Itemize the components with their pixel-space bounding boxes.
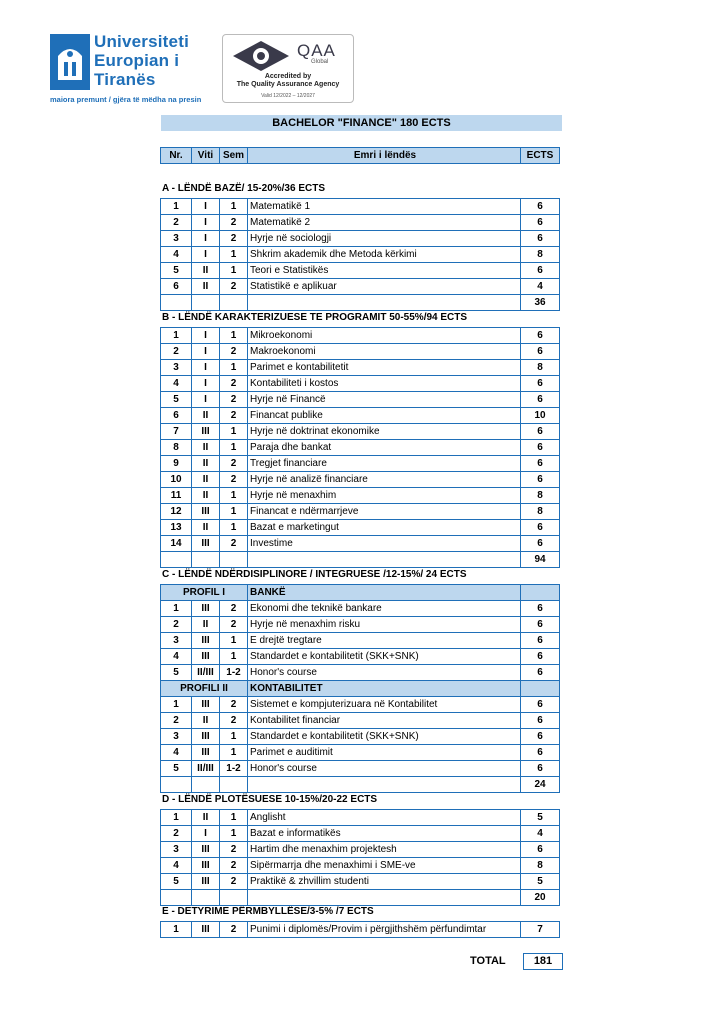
- course-nr: 4: [161, 247, 192, 263]
- course-name: E drejtë tregtare: [248, 633, 521, 649]
- course-nr: 4: [161, 376, 192, 392]
- course-name: Praktikë & zhvillim studenti: [248, 874, 521, 890]
- course-nr: 2: [161, 215, 192, 231]
- course-name: Honor's course: [248, 761, 521, 777]
- course-semester: 1-2: [220, 761, 248, 777]
- table-header-row: [161, 148, 560, 164]
- course-year: II: [192, 440, 220, 456]
- course-name: Anglisht: [248, 810, 521, 826]
- course-nr: 1: [161, 922, 192, 938]
- course-nr: 3: [161, 842, 192, 858]
- course-semester: 1: [220, 263, 248, 279]
- course-semester: 2: [220, 601, 248, 617]
- course-row: [161, 697, 560, 713]
- course-row: [161, 858, 560, 874]
- course-name: Bazat e informatikës: [248, 826, 521, 842]
- course-semester: 2: [220, 713, 248, 729]
- header-sem: Sem: [220, 148, 248, 164]
- course-year: III: [192, 504, 220, 520]
- course-ects: 5: [521, 810, 560, 826]
- course-row: [161, 922, 560, 938]
- course-nr: 1: [161, 697, 192, 713]
- course-row: [161, 279, 560, 295]
- course-year: I: [192, 392, 220, 408]
- course-nr: 8: [161, 440, 192, 456]
- course-semester: 1-2: [220, 665, 248, 681]
- course-year: I: [192, 360, 220, 376]
- course-ects: 8: [521, 504, 560, 520]
- total-value: 181: [523, 953, 563, 970]
- course-year: III: [192, 633, 220, 649]
- course-year: I: [192, 826, 220, 842]
- course-nr: 3: [161, 729, 192, 745]
- course-nr: 11: [161, 488, 192, 504]
- course-row: [161, 231, 560, 247]
- course-year: I: [192, 215, 220, 231]
- course-nr: 1: [161, 601, 192, 617]
- course-name: Sipërmarrja dhe menaxhimi i SME-ve: [248, 858, 521, 874]
- course-ects: 6: [521, 536, 560, 552]
- column-header-table: [160, 147, 560, 164]
- course-row: [161, 826, 560, 842]
- course-year: III: [192, 842, 220, 858]
- total-label: TOTAL: [470, 955, 506, 967]
- course-semester: 1: [220, 424, 248, 440]
- profile-label: PROFILI II: [161, 681, 248, 697]
- profile-name: KONTABILITET: [248, 681, 521, 697]
- profile-row: [161, 585, 560, 601]
- course-row: [161, 472, 560, 488]
- course-ects: 8: [521, 858, 560, 874]
- course-ects: 6: [521, 472, 560, 488]
- course-row: [161, 536, 560, 552]
- course-year: II: [192, 810, 220, 826]
- course-row: [161, 247, 560, 263]
- course-ects: 6: [521, 617, 560, 633]
- course-row: [161, 360, 560, 376]
- course-year: III: [192, 858, 220, 874]
- course-row: [161, 215, 560, 231]
- course-name: Standardet e kontabilitetit (SKK+SNK): [248, 729, 521, 745]
- course-semester: 1: [220, 199, 248, 215]
- profile-name: BANKË: [248, 585, 521, 601]
- course-ects: 5: [521, 874, 560, 890]
- course-name: Investime: [248, 536, 521, 552]
- course-year: II: [192, 520, 220, 536]
- course-year: III: [192, 536, 220, 552]
- header-viti: Viti: [192, 148, 220, 164]
- course-row: [161, 424, 560, 440]
- university-name-line: Universiteti: [94, 32, 189, 51]
- course-nr: 6: [161, 279, 192, 295]
- course-ects: 6: [521, 713, 560, 729]
- section-a-table: [160, 198, 560, 311]
- course-nr: 14: [161, 536, 192, 552]
- course-semester: 2: [220, 858, 248, 874]
- course-ects: 8: [521, 360, 560, 376]
- course-name: Standardet e kontabilitetit (SKK+SNK): [248, 649, 521, 665]
- empty-cell: [161, 890, 192, 906]
- course-ects: 6: [521, 729, 560, 745]
- course-nr: 2: [161, 713, 192, 729]
- course-name: Kontabiliteti i kostos: [248, 376, 521, 392]
- course-name: Parimet e auditimit: [248, 745, 521, 761]
- course-year: III: [192, 697, 220, 713]
- course-ects: 6: [521, 745, 560, 761]
- qaa-subtitle: Global: [311, 59, 329, 65]
- course-nr: 5: [161, 874, 192, 890]
- course-semester: 2: [220, 392, 248, 408]
- course-semester: 1: [220, 328, 248, 344]
- course-name: Financat publike: [248, 408, 521, 424]
- course-nr: 5: [161, 392, 192, 408]
- course-semester: 1: [220, 360, 248, 376]
- course-semester: 1: [220, 633, 248, 649]
- course-row: [161, 761, 560, 777]
- course-name: Mikroekonomi: [248, 328, 521, 344]
- course-semester: 1: [220, 440, 248, 456]
- section-b-heading: B - LËNDË KARAKTERIZUESE TE PROGRAMIT 50-55%/94 ECTS: [162, 312, 468, 323]
- qaa-accreditation-logo: [222, 34, 354, 103]
- course-name: Bazat e marketingut: [248, 520, 521, 536]
- course-name: Hyrje në sociologji: [248, 231, 521, 247]
- course-year: II: [192, 617, 220, 633]
- course-year: III: [192, 729, 220, 745]
- section-e-table: [160, 921, 560, 938]
- course-name: Punimi i diplomës/Provim i përgjithshëm përfundimtar: [248, 922, 521, 938]
- subtotal-row: [161, 552, 560, 568]
- course-row: [161, 488, 560, 504]
- course-year: III: [192, 745, 220, 761]
- course-row: [161, 874, 560, 890]
- course-row: [161, 456, 560, 472]
- course-ects: 4: [521, 826, 560, 842]
- section-c-heading: C - LËNDË NDËRDISIPLINORE / INTEGRUESE /12-15%/ 24 ECTS: [162, 569, 467, 580]
- course-ects: 6: [521, 344, 560, 360]
- course-semester: 2: [220, 472, 248, 488]
- university-name-line: Europian i: [94, 51, 180, 70]
- course-semester: 1: [220, 810, 248, 826]
- course-semester: 1: [220, 745, 248, 761]
- course-nr: 13: [161, 520, 192, 536]
- course-row: [161, 713, 560, 729]
- section-a-heading: A - LËNDË BAZË/ 15-20%/36 ECTS: [162, 183, 326, 194]
- empty-cell: [220, 295, 248, 311]
- course-year: II: [192, 408, 220, 424]
- course-nr: 4: [161, 858, 192, 874]
- course-year: I: [192, 231, 220, 247]
- university-crest-icon: [50, 34, 90, 90]
- course-row: [161, 729, 560, 745]
- course-nr: 2: [161, 344, 192, 360]
- course-ects: 8: [521, 488, 560, 504]
- course-name: Hartim dhe menaxhim projektesh: [248, 842, 521, 858]
- course-nr: 1: [161, 328, 192, 344]
- course-nr: 1: [161, 810, 192, 826]
- course-name: Matematikë 2: [248, 215, 521, 231]
- course-semester: 2: [220, 215, 248, 231]
- empty-cell: [220, 890, 248, 906]
- course-name: Hyrje në menaxhim risku: [248, 617, 521, 633]
- empty-cell: [192, 552, 220, 568]
- course-row: [161, 504, 560, 520]
- course-row: [161, 344, 560, 360]
- program-title: BACHELOR "FINANCE" 180 ECTS: [161, 115, 562, 131]
- course-semester: 2: [220, 922, 248, 938]
- course-row: [161, 649, 560, 665]
- course-year: III: [192, 649, 220, 665]
- course-ects: 6: [521, 424, 560, 440]
- university-motto: maiora premunt / gjëra të mëdha na presin: [50, 95, 202, 104]
- course-nr: 2: [161, 826, 192, 842]
- course-year: I: [192, 376, 220, 392]
- course-nr: 7: [161, 424, 192, 440]
- course-ects: 6: [521, 842, 560, 858]
- course-row: [161, 199, 560, 215]
- course-nr: 5: [161, 761, 192, 777]
- course-year: II: [192, 279, 220, 295]
- empty-cell: [161, 552, 192, 568]
- course-nr: 5: [161, 263, 192, 279]
- qaa-agency-name: The Quality Assurance Agency: [236, 81, 340, 88]
- course-name: Matematikë 1: [248, 199, 521, 215]
- course-ects: 10: [521, 408, 560, 424]
- course-year: I: [192, 199, 220, 215]
- course-year: II/III: [192, 665, 220, 681]
- course-semester: 2: [220, 536, 248, 552]
- course-ects: 6: [521, 440, 560, 456]
- course-row: [161, 633, 560, 649]
- course-ects: 6: [521, 761, 560, 777]
- course-name: Teori e Statistikës: [248, 263, 521, 279]
- course-row: [161, 810, 560, 826]
- empty-cell: [192, 777, 220, 793]
- profile-label: PROFIL I: [161, 585, 248, 601]
- course-semester: 1: [220, 649, 248, 665]
- section-c-table: [160, 584, 560, 793]
- course-year: III: [192, 922, 220, 938]
- course-ects: 6: [521, 231, 560, 247]
- qaa-emblem-icon: [231, 41, 291, 76]
- course-ects: 6: [521, 215, 560, 231]
- course-year: II: [192, 488, 220, 504]
- section-d-heading: D - LËNDË PLOTËSUESE 10-15%/20-22 ECTS: [162, 794, 378, 805]
- empty-cell: [192, 295, 220, 311]
- course-semester: 1: [220, 247, 248, 263]
- course-name: Parimet e kontabilitetit: [248, 360, 521, 376]
- course-year: II: [192, 456, 220, 472]
- course-name: Tregjet financiare: [248, 456, 521, 472]
- course-row: [161, 440, 560, 456]
- course-nr: 1: [161, 199, 192, 215]
- course-semester: 2: [220, 408, 248, 424]
- header-emri: Emri i lëndës: [248, 148, 521, 164]
- subtotal-ects: 20: [521, 890, 560, 906]
- course-year: II: [192, 713, 220, 729]
- university-logo: [50, 32, 208, 104]
- course-row: [161, 745, 560, 761]
- course-ects: 6: [521, 392, 560, 408]
- course-name: Hyrje në Financë: [248, 392, 521, 408]
- university-name: [94, 32, 189, 89]
- course-ects: 4: [521, 279, 560, 295]
- subtotal-ects: 36: [521, 295, 560, 311]
- empty-cell: [521, 681, 560, 697]
- course-name: Honor's course: [248, 665, 521, 681]
- qaa-accredited-by: Accredited by: [264, 73, 312, 80]
- empty-cell: [161, 295, 192, 311]
- empty-cell: [248, 890, 521, 906]
- subtotal-ects: 94: [521, 552, 560, 568]
- course-ects: 6: [521, 520, 560, 536]
- course-name: Paraja dhe bankat: [248, 440, 521, 456]
- course-ects: 6: [521, 199, 560, 215]
- empty-cell: [161, 777, 192, 793]
- section-b-table: [160, 327, 560, 568]
- course-row: [161, 520, 560, 536]
- empty-cell: [248, 777, 521, 793]
- subtotal-row: [161, 777, 560, 793]
- course-name: Ekonomi dhe teknikë bankare: [248, 601, 521, 617]
- course-row: [161, 617, 560, 633]
- course-ects: 6: [521, 328, 560, 344]
- course-year: III: [192, 424, 220, 440]
- course-nr: 4: [161, 649, 192, 665]
- course-semester: 2: [220, 456, 248, 472]
- course-row: [161, 408, 560, 424]
- course-name: Sistemet e kompjuterizuara në Kontabilitet: [248, 697, 521, 713]
- subtotal-row: [161, 295, 560, 311]
- course-name: Hyrje në menaxhim: [248, 488, 521, 504]
- course-year: II: [192, 263, 220, 279]
- qaa-title: QAA: [297, 41, 336, 60]
- empty-cell: [220, 552, 248, 568]
- empty-cell: [521, 585, 560, 601]
- course-ects: 8: [521, 247, 560, 263]
- header-ects: ECTS: [521, 148, 560, 164]
- course-row: [161, 665, 560, 681]
- course-ects: 6: [521, 633, 560, 649]
- header-nr: Nr.: [161, 148, 192, 164]
- empty-cell: [248, 295, 521, 311]
- empty-cell: [248, 552, 521, 568]
- course-semester: 2: [220, 697, 248, 713]
- course-year: II/III: [192, 761, 220, 777]
- course-nr: 4: [161, 745, 192, 761]
- course-semester: 2: [220, 279, 248, 295]
- course-ects: 6: [521, 697, 560, 713]
- course-nr: 6: [161, 408, 192, 424]
- course-semester: 2: [220, 842, 248, 858]
- course-ects: 6: [521, 665, 560, 681]
- course-row: [161, 376, 560, 392]
- course-row: [161, 328, 560, 344]
- course-nr: 3: [161, 360, 192, 376]
- course-semester: 2: [220, 376, 248, 392]
- course-semester: 2: [220, 874, 248, 890]
- course-nr: 3: [161, 231, 192, 247]
- course-semester: 1: [220, 826, 248, 842]
- university-name-line: Tiranës: [94, 70, 156, 89]
- course-semester: 2: [220, 617, 248, 633]
- course-name: Hyrje në analizë financiare: [248, 472, 521, 488]
- course-name: Financat e ndërmarrjeve: [248, 504, 521, 520]
- course-nr: 3: [161, 633, 192, 649]
- course-row: [161, 842, 560, 858]
- course-ects: 6: [521, 601, 560, 617]
- course-name: Statistikë e aplikuar: [248, 279, 521, 295]
- course-name: Makroekonomi: [248, 344, 521, 360]
- course-name: Kontabilitet financiar: [248, 713, 521, 729]
- course-ects: 6: [521, 376, 560, 392]
- course-name: Hyrje në doktrinat ekonomike: [248, 424, 521, 440]
- subtotal-row: [161, 890, 560, 906]
- course-ects: 6: [521, 263, 560, 279]
- course-nr: 5: [161, 665, 192, 681]
- course-year: III: [192, 874, 220, 890]
- course-row: [161, 601, 560, 617]
- subtotal-ects: 24: [521, 777, 560, 793]
- course-ects: 6: [521, 456, 560, 472]
- empty-cell: [192, 890, 220, 906]
- section-e-heading: E - DETYRIME PËRMBYLLËSE/3-5% /7 ECTS: [162, 906, 374, 917]
- course-nr: 9: [161, 456, 192, 472]
- course-semester: 1: [220, 729, 248, 745]
- course-year: III: [192, 601, 220, 617]
- course-year: I: [192, 328, 220, 344]
- course-year: II: [192, 472, 220, 488]
- course-row: [161, 263, 560, 279]
- course-semester: 1: [220, 520, 248, 536]
- course-nr: 2: [161, 617, 192, 633]
- course-nr: 10: [161, 472, 192, 488]
- section-d-table: [160, 809, 560, 906]
- course-semester: 1: [220, 504, 248, 520]
- course-ects: 6: [521, 649, 560, 665]
- profile-row: [161, 681, 560, 697]
- course-nr: 12: [161, 504, 192, 520]
- empty-cell: [220, 777, 248, 793]
- course-ects: 7: [521, 922, 560, 938]
- course-row: [161, 392, 560, 408]
- course-year: I: [192, 344, 220, 360]
- course-name: Shkrim akademik dhe Metoda kërkimi: [248, 247, 521, 263]
- course-semester: 2: [220, 344, 248, 360]
- course-semester: 2: [220, 231, 248, 247]
- qaa-validity: Valid 12/2022 – 12/2027: [261, 93, 315, 99]
- course-year: I: [192, 247, 220, 263]
- course-semester: 1: [220, 488, 248, 504]
- qaa-accredited-text: [223, 73, 353, 89]
